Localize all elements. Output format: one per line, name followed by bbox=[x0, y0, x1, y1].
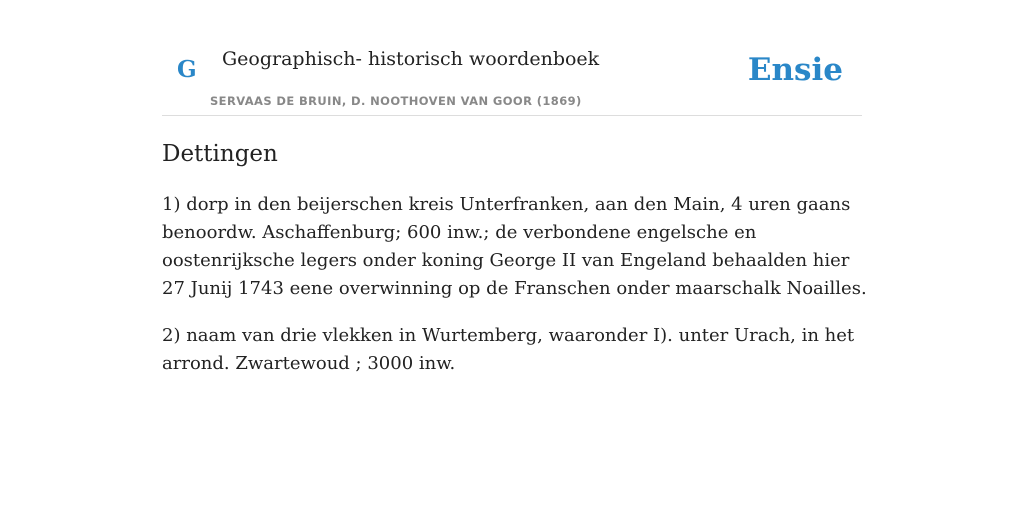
entry-title: Dettingen bbox=[162, 141, 278, 167]
book-author: SERVAAS DE BRUIN, D. NOOTHOVEN VAN GOOR (1869) bbox=[210, 94, 582, 108]
entry-paragraph: 1) dorp in den beijerschen kreis Unterfranken, aan den Main, 4 uren gaans benoordw. Aschaffenburg; 600 inw.; de verbondene engelsche en oostenrijksche legers onder koning George II van Engeland behaalden hier 27 Junij 1743 eene overwinning op de Franschen onder maarschalk Noailles. bbox=[162, 194, 867, 299]
entry-content bbox=[162, 138, 872, 397]
ensie-logo-link[interactable]: Ensie bbox=[747, 52, 843, 88]
book-header bbox=[162, 36, 862, 116]
book-letter-icon[interactable]: G bbox=[177, 56, 197, 83]
book-title-link[interactable]: Geographisch- historisch woordenboek bbox=[222, 48, 600, 70]
entry-paragraph: 2) naam van drie vlekken in Wurtemberg, waaronder I). unter Urach, in het arrond. Zwartewoud ; 3000 inw. bbox=[162, 325, 855, 374]
